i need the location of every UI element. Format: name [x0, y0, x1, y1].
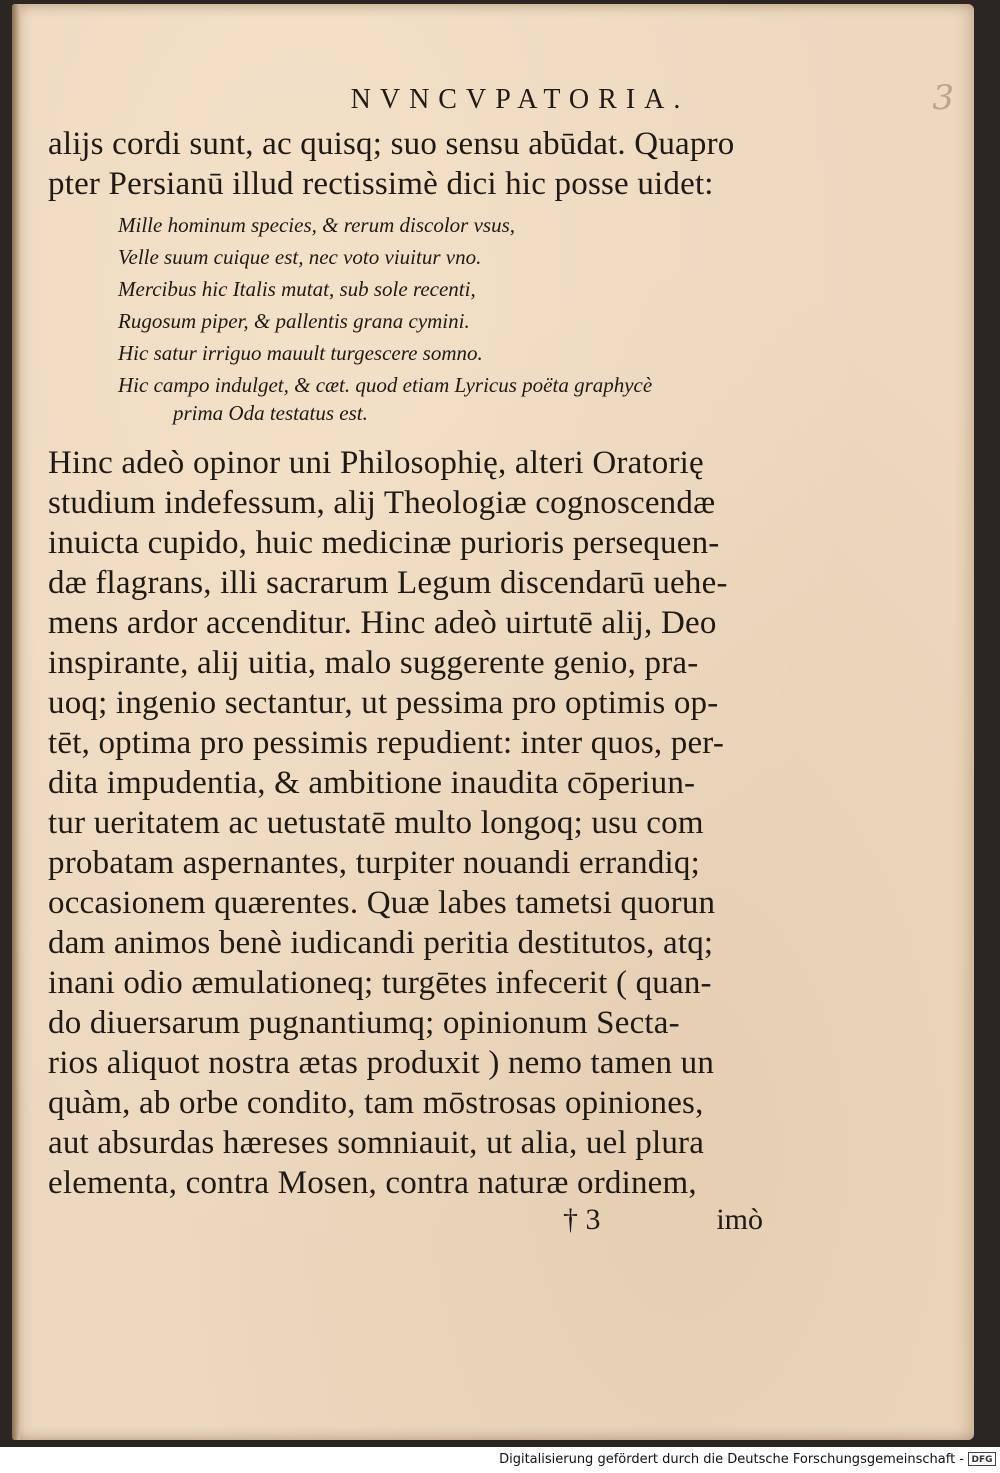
prose-line: inuicta cupido, huic medicinæ purioris persequen- — [48, 525, 720, 561]
running-head: NVNCVPATORIA. — [350, 84, 690, 115]
verse-line: Velle suum cuique est, nec voto viuitur vno. — [118, 245, 482, 269]
page-gutter-edge — [12, 4, 20, 1440]
prose-line: occasionem quærentes. Quæ labes tametsi quorun — [48, 885, 716, 921]
prose-line: dæ flagrans, illi sacrarum Legum discendarū uehe- — [48, 565, 728, 601]
prose-line: dam animos benè iudicandi peritia destitutos, atq; — [48, 925, 714, 961]
prose-line: quàm, ab orbe condito, tam mōstrosas opiniones, — [48, 1085, 704, 1121]
funding-credit: Digitalisierung gefördert durch die Deutsche Forschungsgemeinschaft - — [499, 1452, 964, 1467]
verse-line: Rugosum piper, & pallentis grana cymini. — [118, 309, 470, 333]
prose-line: Hinc adeò opinor uni Philosophię, alteri Oratorię — [48, 445, 704, 481]
prose-line: alĳs cordi sunt, ac quisq; suo sensu abūdat. Quapro — [48, 126, 735, 162]
prose-line: elementa, contra Mosen, contra naturæ ordinem, — [48, 1165, 697, 1201]
verse-line: Hic satur irriguo mauult turgescere somno. — [118, 341, 483, 365]
folio-number: 3 — [932, 78, 954, 118]
prose-line: dita impudentia, & ambitione inaudita cōperiun- — [48, 765, 696, 801]
prose-line: mens ardor accenditur. Hinc adeò uirtutē alĳ, Deo — [48, 605, 717, 641]
prose-line: tēt, optima pro pessimis repudient: inter quos, per- — [48, 725, 725, 761]
prose-line: inani odio æmulationeq; turgētes infecerit ( quan- — [48, 965, 712, 1001]
prose-line: probatam aspernantes, turpiter nouandi errandiq; — [48, 845, 700, 881]
prose-line: tur ueritatem ac uetustatē multo longoq; usu com — [48, 805, 704, 841]
catchword: imò — [716, 1203, 763, 1236]
verse-line: Mille hominum species, & rerum discolor vsus, — [118, 213, 516, 237]
prose-line: do diuersarum pugnantiumq; opinionum Secta- — [48, 1005, 680, 1041]
signature-mark: † 3 — [563, 1203, 601, 1236]
prose-line: aut absurdas hæreses somniauit, ut alia, uel plura — [48, 1125, 705, 1161]
verse-line: Hic campo indulget, & cæt. quod etiam Lyricus poëta graphycè — [118, 373, 653, 397]
prose-line: uoq; ingenio sectantur, ut pessima pro optimis op- — [48, 685, 719, 721]
prose-line: rios aliquot nostra ætas produxit ) nemo tamen un — [48, 1045, 715, 1081]
prose-line: pter Persianū illud rectissimè dici hic posse uidet: — [48, 166, 714, 202]
prose-line: studium indefessum, alĳ Theologiæ cognoscendæ — [48, 485, 716, 521]
verse-line: prima Oda testatus est. — [173, 401, 368, 425]
verse-line: Mercibus hic Italis mutat, sub sole recenti, — [118, 277, 476, 301]
dfg-logo-icon: DFG — [968, 1452, 996, 1466]
prose-line: inspirante, alĳ uitia, malo suggerente genio, pra- — [48, 645, 699, 681]
